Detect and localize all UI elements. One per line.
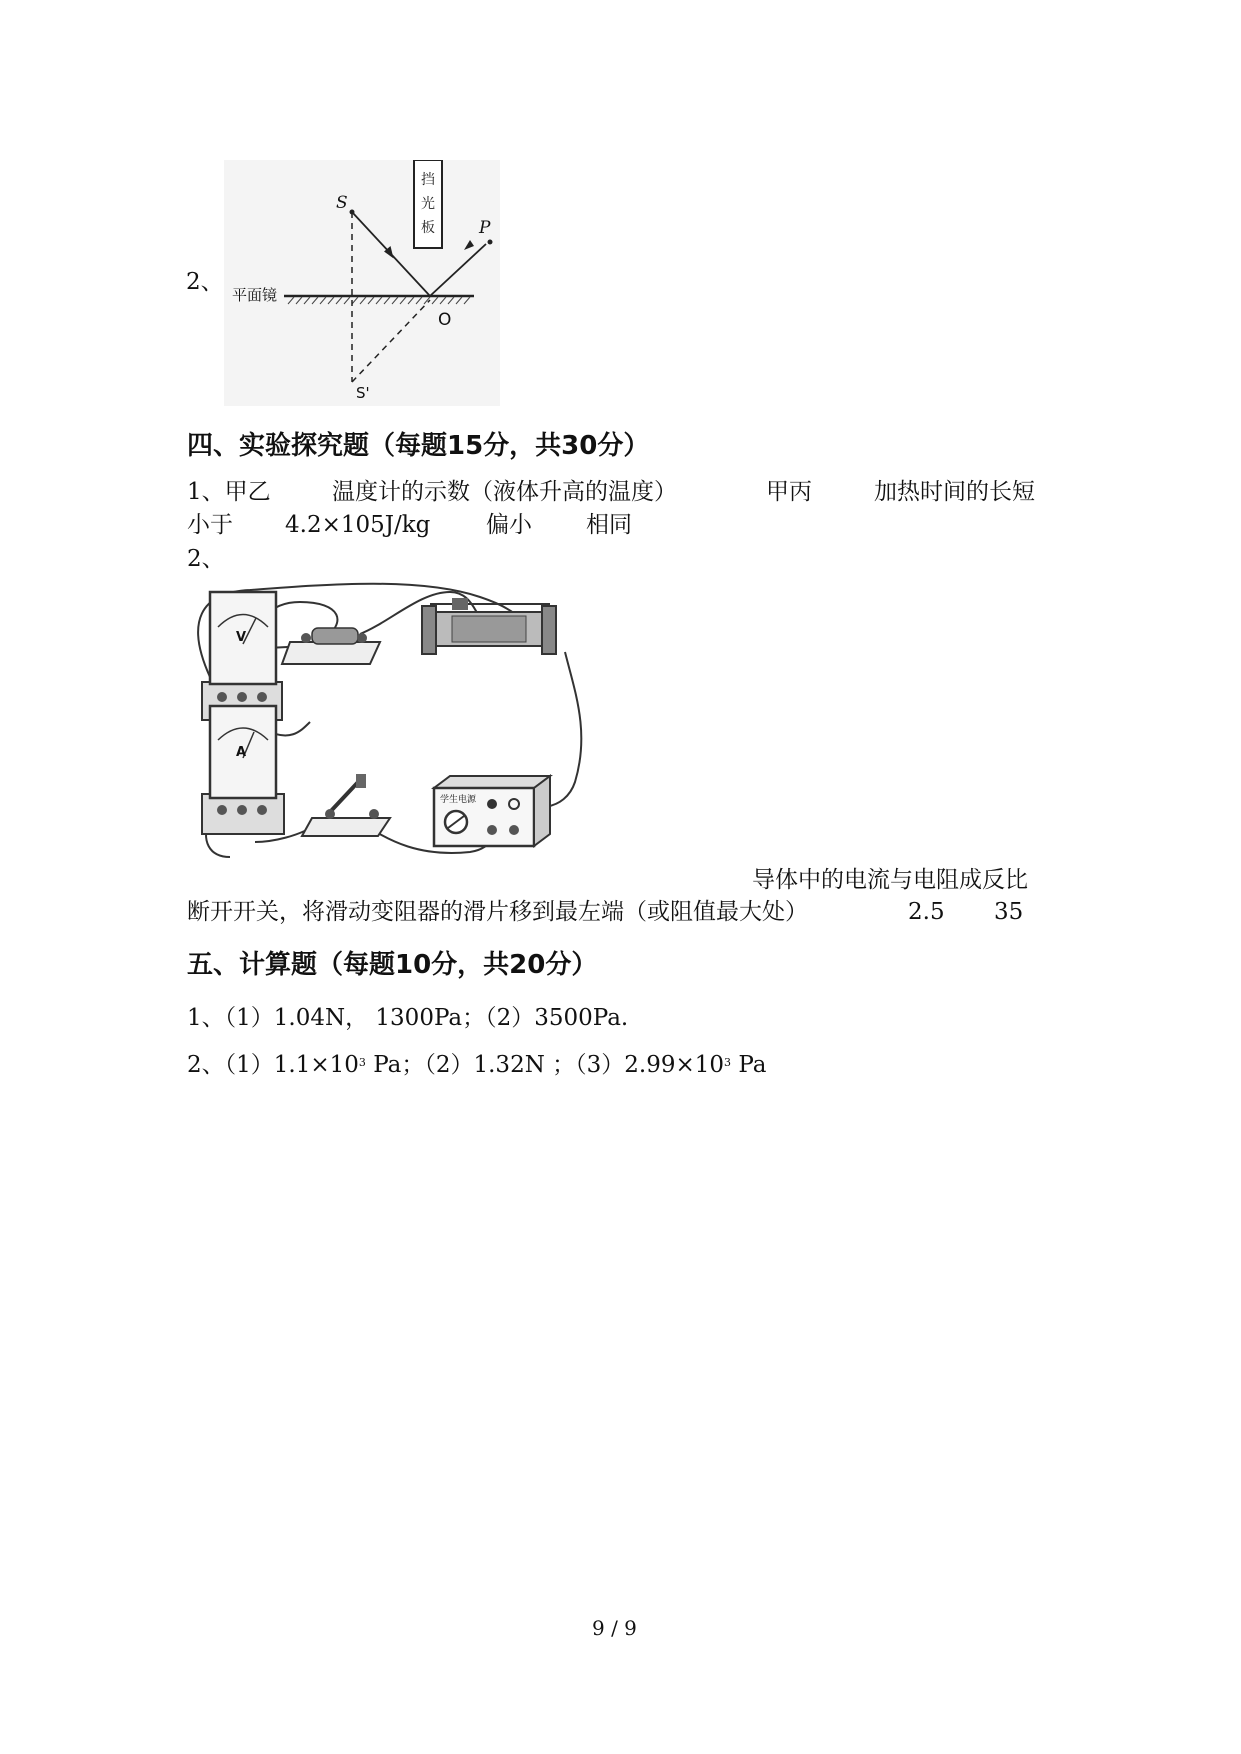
point-p-label: P	[479, 218, 491, 238]
answer-text: 1、甲乙	[187, 479, 271, 505]
voltmeter-label: V	[236, 630, 247, 645]
circuit-diagram	[190, 582, 620, 872]
answer-text: 导体中的电流与电阻成反比	[752, 867, 1028, 893]
ammeter	[202, 706, 284, 834]
answer-text: 相同	[586, 512, 632, 538]
answer-part: 2、（1）1.1×10	[187, 1052, 359, 1078]
answer-text: 35	[994, 899, 1024, 925]
answer-text: 2.5	[908, 899, 945, 925]
answer-text: 偏小	[486, 512, 532, 538]
answer-text: 断开开关，将滑动变阻器的滑片移到最左端（或阻值最大处）	[187, 899, 808, 925]
page-number: 9 / 9	[592, 1616, 637, 1640]
point-o-label: O	[438, 310, 452, 330]
question-number: 2、	[186, 269, 224, 295]
section-heading: 五、计算题（每题10分，共20分）	[187, 950, 598, 980]
answer-part: Pa	[731, 1052, 767, 1078]
answer-text: 小于	[187, 512, 233, 538]
power-supply	[434, 776, 550, 846]
exponent: 3	[724, 1056, 732, 1069]
point-s-label: S	[336, 193, 348, 213]
svg-text:板: 板	[421, 220, 435, 236]
question-number: 2、	[187, 546, 225, 572]
section-heading: 四、实验探究题（每题15分，共30分）	[187, 431, 650, 461]
answer-text: 4.2×105J/kg	[285, 512, 431, 538]
power-supply-label: 学生电源	[440, 795, 477, 805]
mirror-label: 平面镜	[232, 286, 278, 304]
answer-part: Pa；（2）1.32N ；（3）2.99×10	[365, 1052, 725, 1078]
answer-text: 温度计的示数（液体升高的温度）	[332, 479, 677, 505]
voltmeter	[202, 592, 282, 720]
answer-text	[187, 1051, 767, 1079]
point-s-image-label: S'	[356, 384, 370, 402]
svg-text:挡: 挡	[421, 172, 435, 188]
ammeter-label: A	[236, 745, 247, 760]
answer-text: 1、（1）1.04N， 1300Pa；（2）3500Pa.	[187, 1005, 629, 1031]
svg-text:光: 光	[421, 196, 435, 212]
answer-text: 甲丙	[766, 479, 812, 505]
mirror-reflection-diagram	[224, 160, 500, 406]
answer-text: 加热时间的长短	[874, 479, 1035, 505]
exponent: 3	[358, 1056, 366, 1069]
